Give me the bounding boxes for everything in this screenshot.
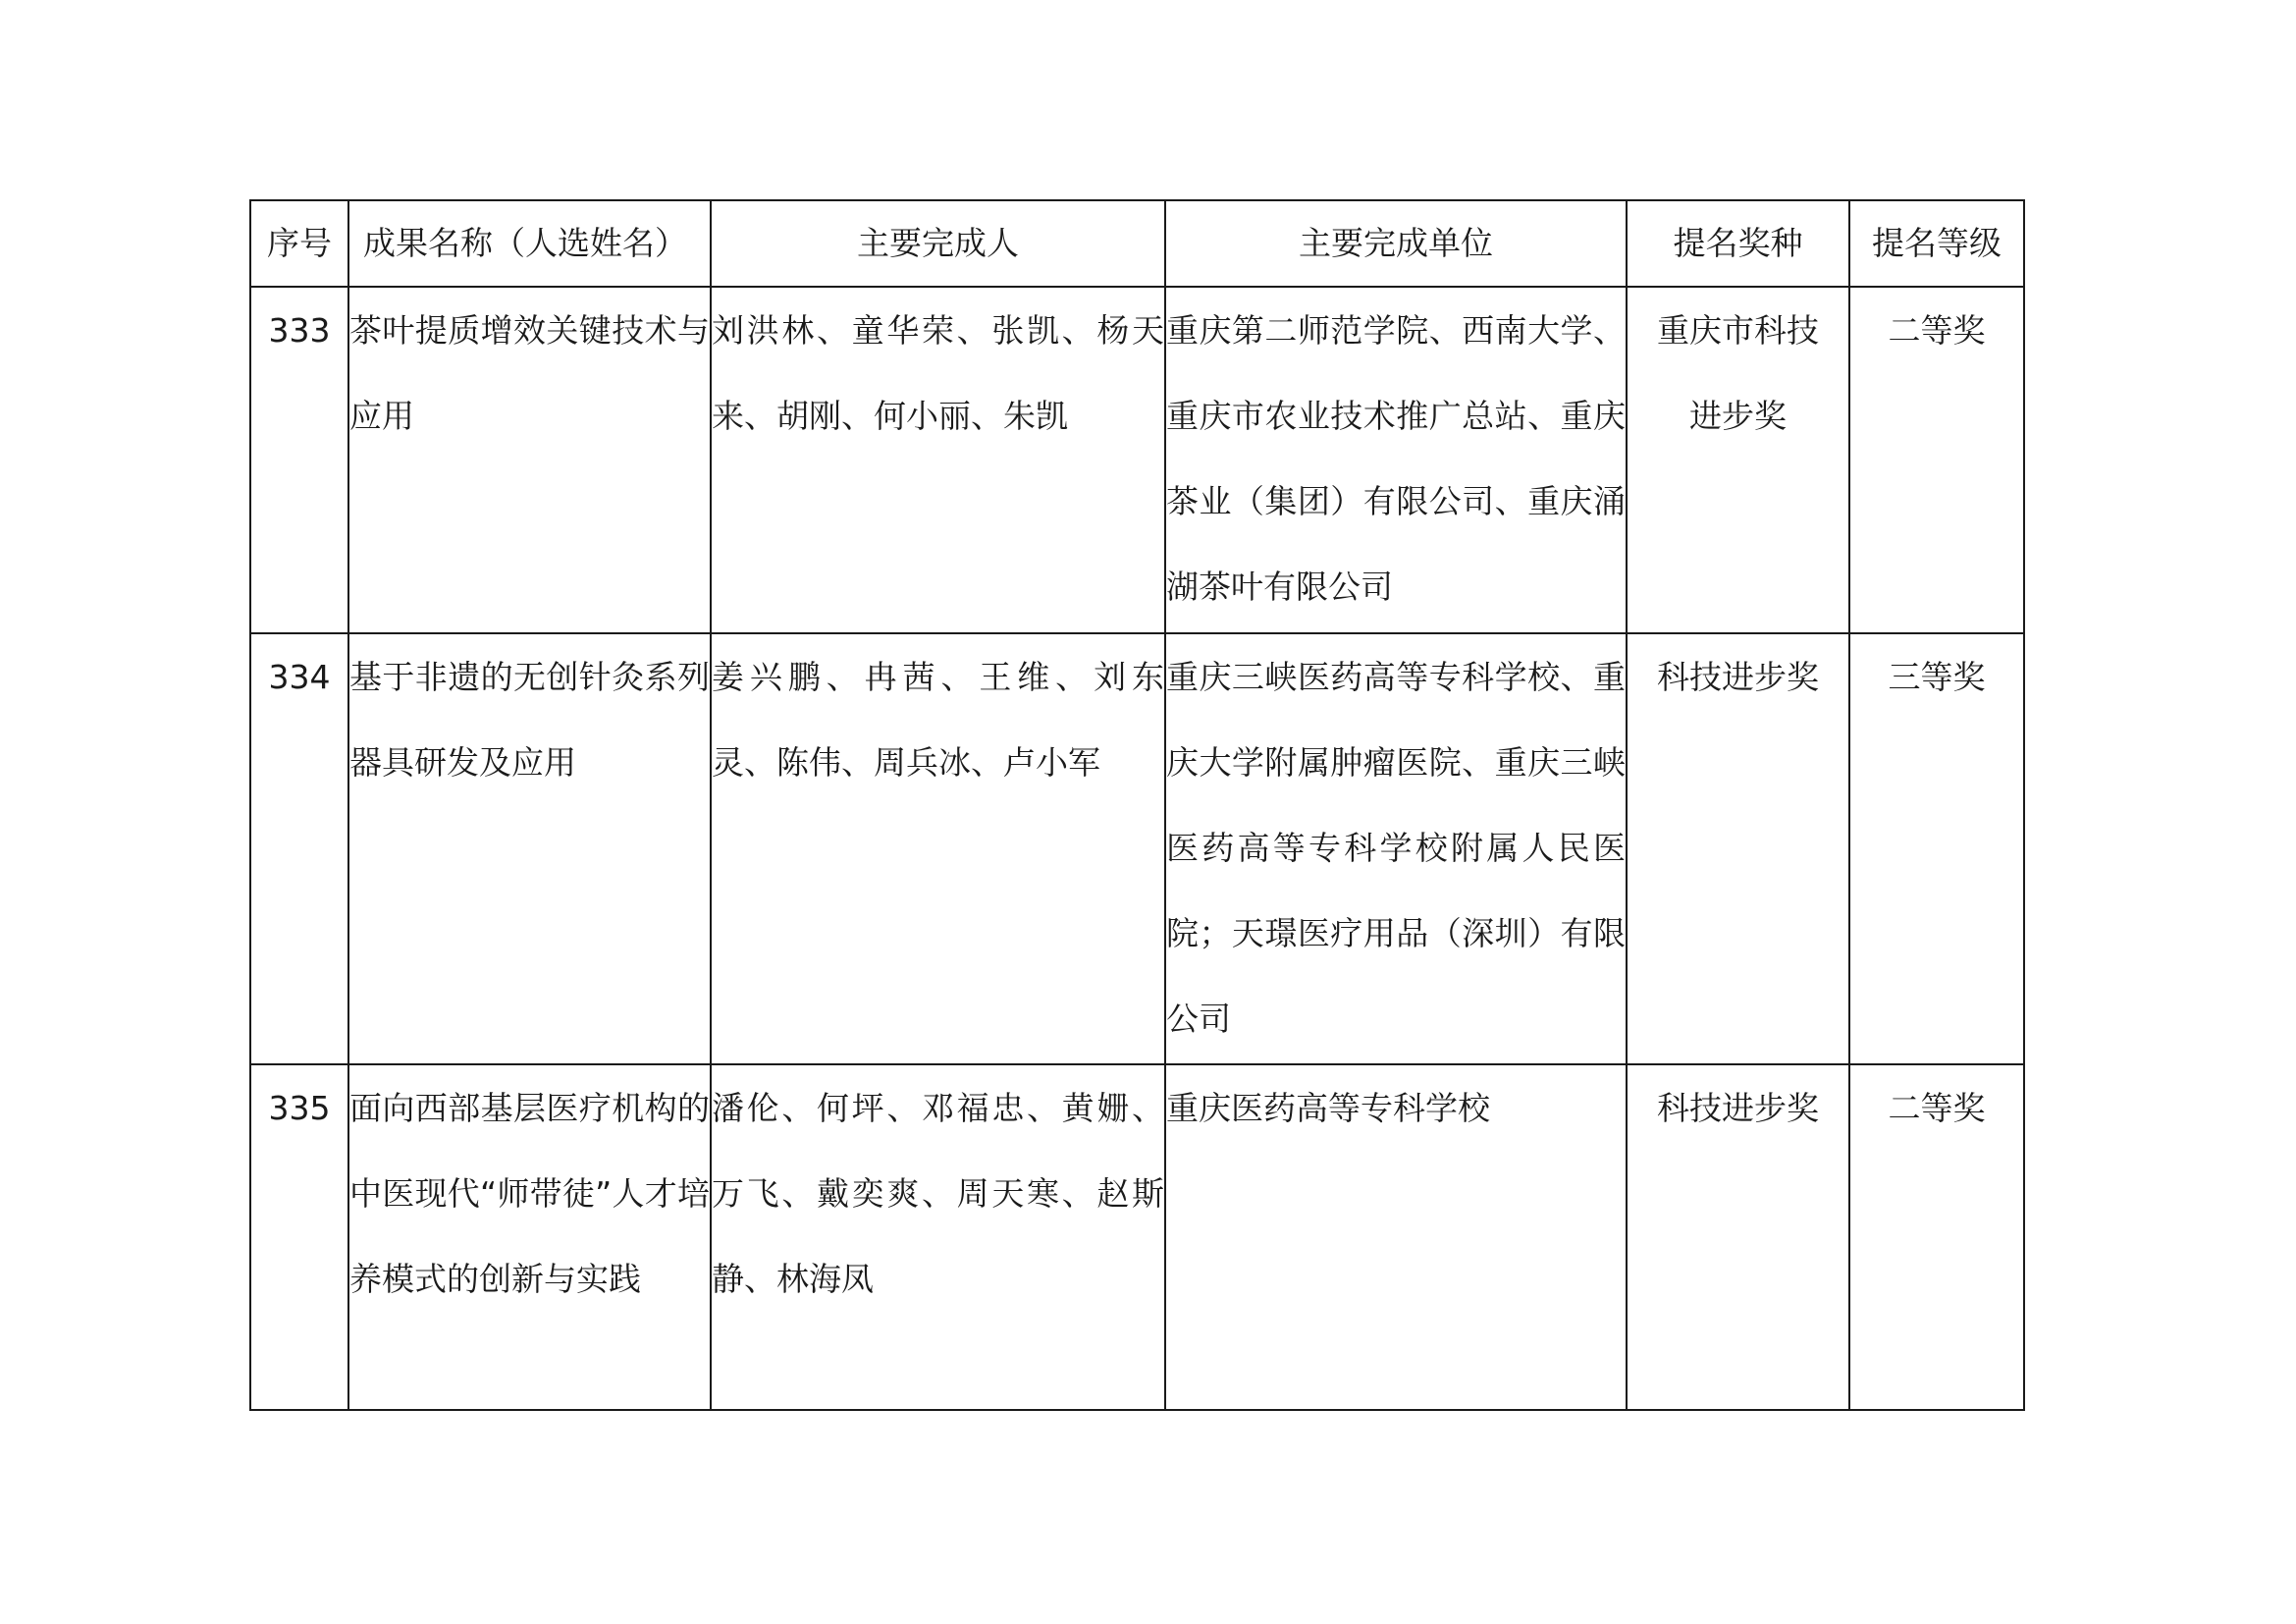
header-title: 成果名称（人选姓名） xyxy=(348,200,711,287)
award-type: 科技进步奖 xyxy=(1657,1089,1819,1127)
achievement-title: 茶叶提质增效关键技术与应用 xyxy=(348,287,711,633)
header-units: 主要完成单位 xyxy=(1165,200,1627,287)
awards-table xyxy=(249,199,2025,1411)
main-contributors: 潘伦、何坪、邓福忠、黄姗、万飞、戴奕爽、周天寒、赵斯静、林海凤 xyxy=(711,1064,1165,1410)
award-level: 二等奖 xyxy=(1888,1089,1986,1127)
row-number: 335 xyxy=(250,1064,348,1410)
award-level-cell xyxy=(1849,1064,2024,1410)
table-header-row xyxy=(250,200,2024,287)
award-level: 三等奖 xyxy=(1888,658,1986,696)
row-number: 333 xyxy=(250,287,348,633)
award-type: 科技进步奖 xyxy=(1657,658,1819,696)
main-contributors: 姜兴鹏、冉茜、王维、刘东灵、陈伟、周兵冰、卢小军 xyxy=(711,633,1165,1064)
award-level-cell xyxy=(1849,287,2024,633)
achievement-title: 基于非遗的无创针灸系列器具研发及应用 xyxy=(348,633,711,1064)
award-type: 重庆市科技进步奖 xyxy=(1657,311,1819,435)
main-units: 重庆第二师范学院、西南大学、重庆市农业技术推广总站、重庆茶业（集团）有限公司、重庆涌湖茶叶有限公司 xyxy=(1165,287,1627,633)
table-row xyxy=(250,1064,2024,1410)
header-people: 主要完成人 xyxy=(711,200,1165,287)
main-units: 重庆医药高等专科学校 xyxy=(1165,1064,1627,1410)
award-type-cell xyxy=(1627,633,1849,1064)
row-number: 334 xyxy=(250,633,348,1064)
table-row xyxy=(250,287,2024,633)
award-level-cell xyxy=(1849,633,2024,1064)
table-row xyxy=(250,633,2024,1064)
award-level: 二等奖 xyxy=(1888,311,1986,350)
main-contributors: 刘洪林、童华荣、张凯、杨天来、胡刚、何小丽、朱凯 xyxy=(711,287,1165,633)
header-no: 序号 xyxy=(250,200,348,287)
award-type-cell xyxy=(1627,1064,1849,1410)
award-type-cell xyxy=(1627,287,1849,633)
achievement-title: 面向西部基层医疗机构的中医现代“师带徒”人才培养模式的创新与实践 xyxy=(348,1064,711,1410)
main-units: 重庆三峡医药高等专科学校、重庆大学附属肿瘤医院、重庆三峡医药高等专科学校附属人民医院；天璟医疗用品（深圳）有限公司 xyxy=(1165,633,1627,1064)
header-award-type: 提名奖种 xyxy=(1627,200,1849,287)
header-award-level: 提名等级 xyxy=(1849,200,2024,287)
